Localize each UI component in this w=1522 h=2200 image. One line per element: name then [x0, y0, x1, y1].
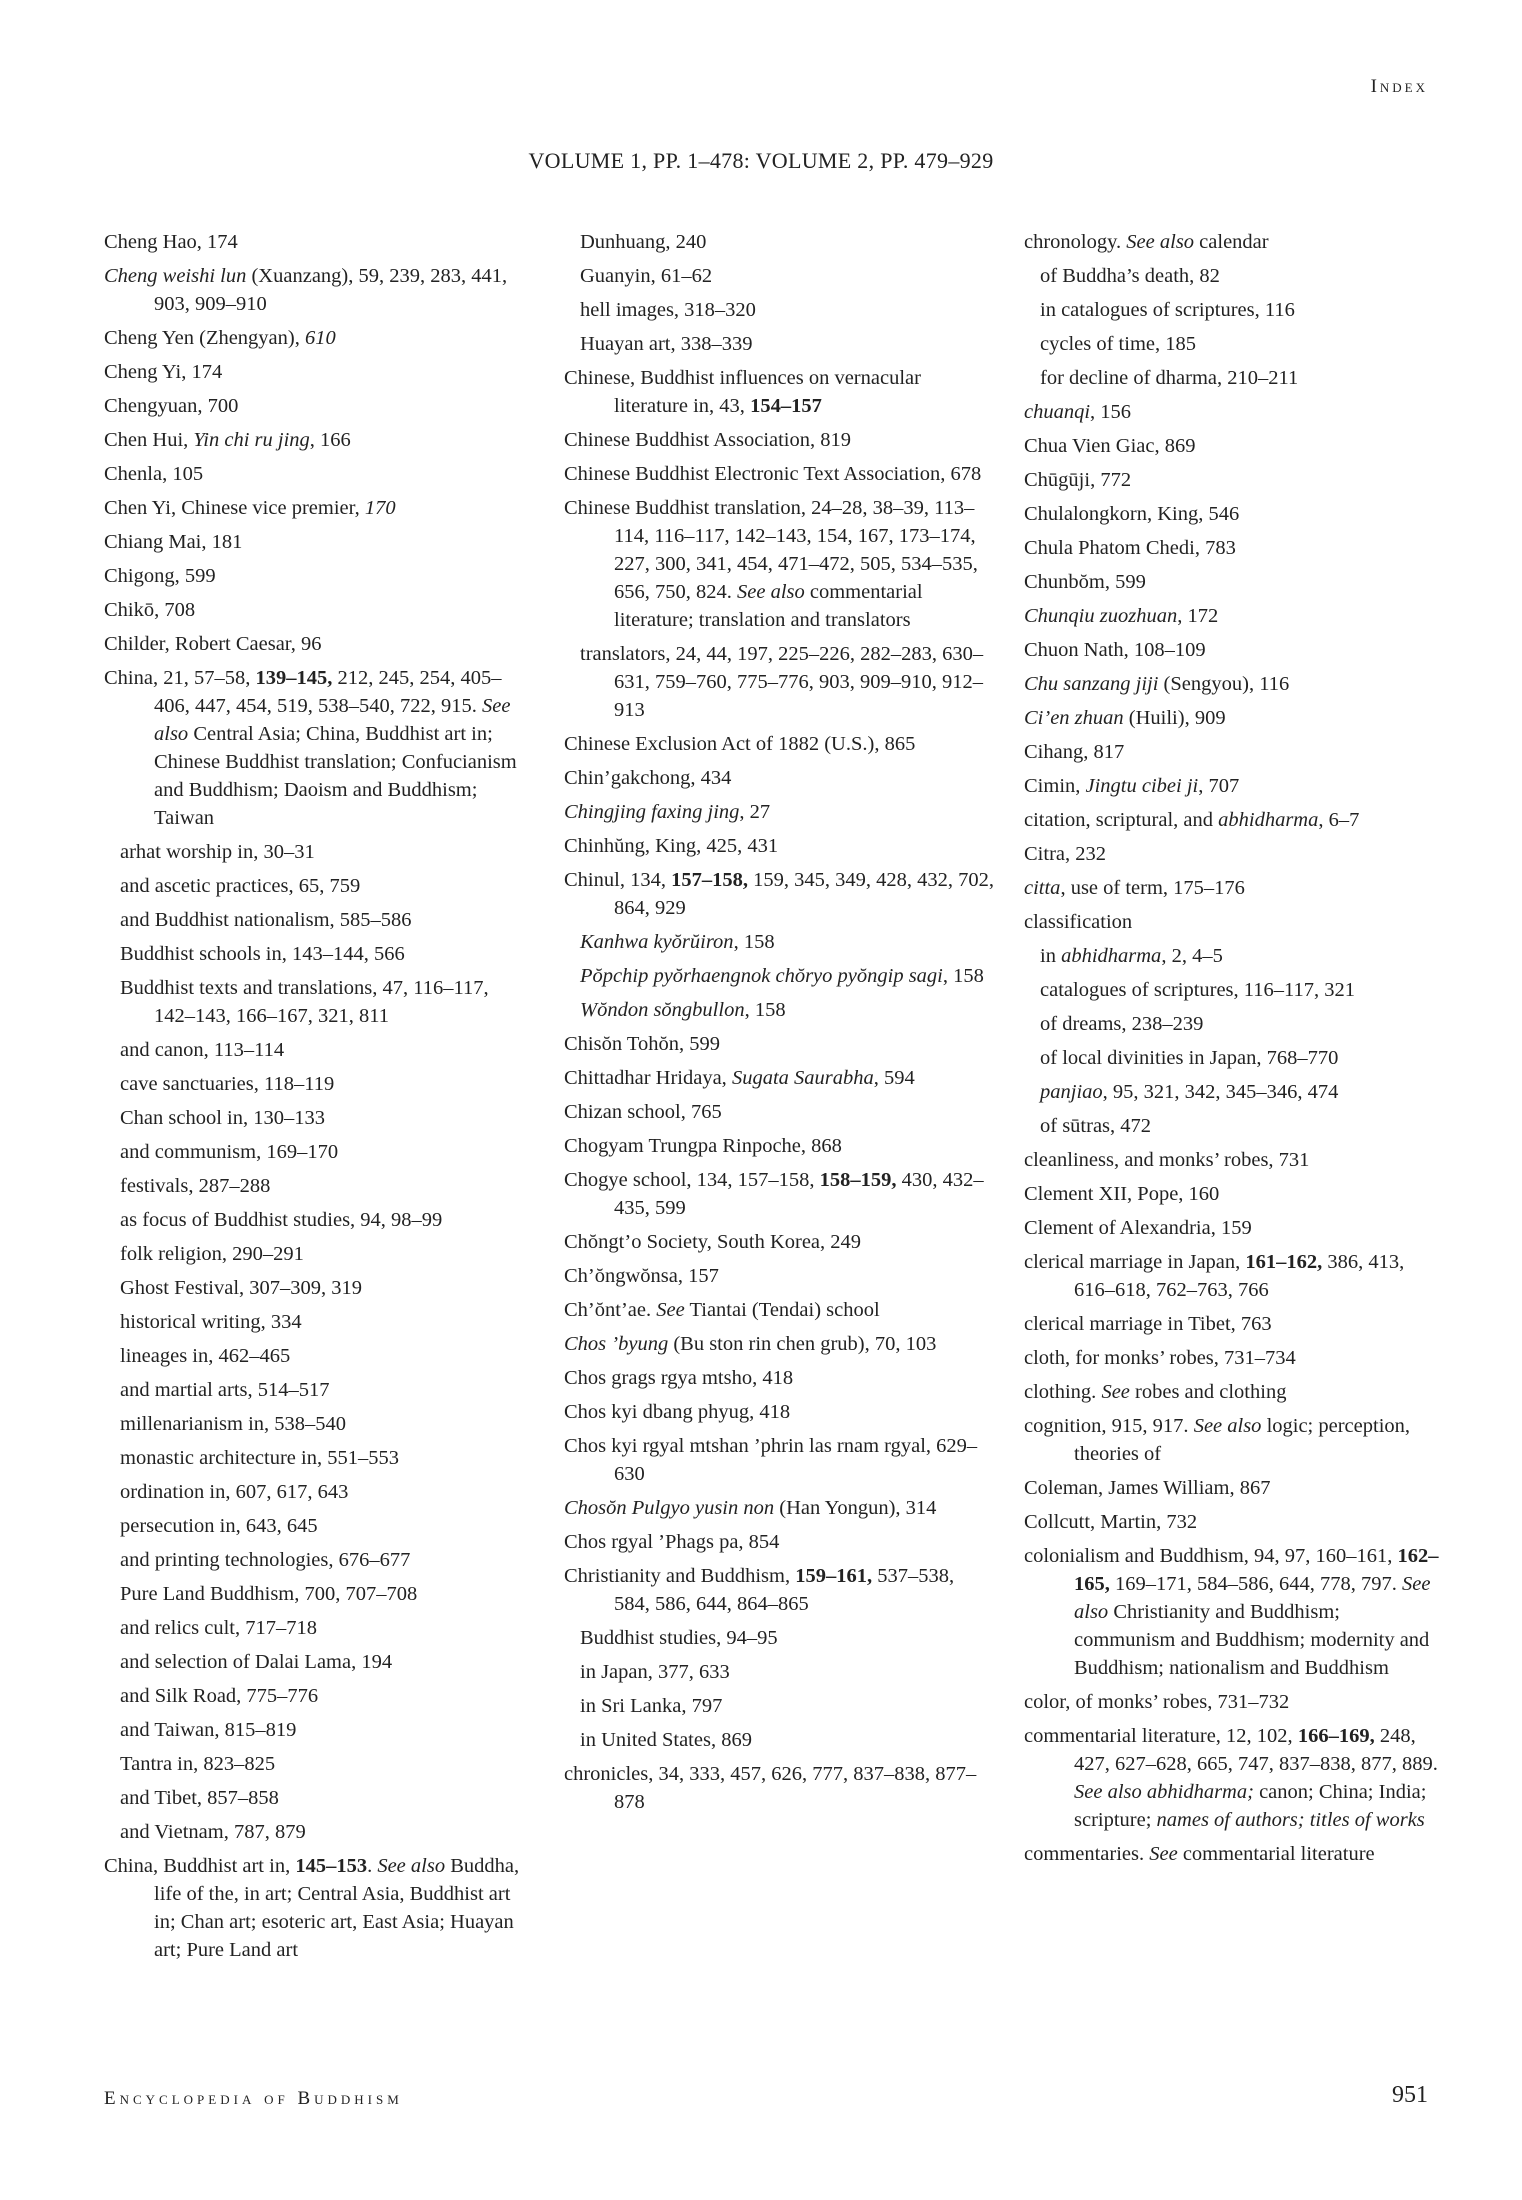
index-subentry: in United States, 869	[580, 1729, 752, 1751]
index-subentry: and canon, 113–114	[120, 1039, 285, 1061]
index-subentry: Buddhist studies, 94–95	[580, 1627, 778, 1649]
index-entry: Chūgūji, 772	[1024, 469, 1132, 491]
index-entry: commentarial literature, 12, 102, 166–169, 248, 427, 627–628, 665, 747, 837–838, 877, 889. See also abhidharma; canon; China; India; scripture; names of authors; titles of works	[1024, 1725, 1438, 1831]
index-entry: Ch’ŏngwŏnsa, 157	[564, 1265, 719, 1287]
index-entry: China, Buddhist art in, 145–153. See also Buddha, life of the, in art; Central Asia, Buddhist art in; Chan art; esoteric art, East Asia; Huayan art; Pure Land art	[104, 1855, 520, 1961]
index-subentry: Pŏpchip pyŏrhaengnok chŏryo pyŏngip sagi, 158	[580, 965, 984, 987]
index-subentry: cycles of time, 185	[1040, 333, 1196, 355]
index-column-3	[1024, 228, 1444, 1874]
index-entry: Chulalongkorn, King, 546	[1024, 503, 1240, 525]
index-subentry: Ghost Festival, 307–309, 319	[120, 1277, 363, 1299]
index-subentry: Kanhwa kyŏrŭiron, 158	[580, 931, 775, 953]
index-entry: Chiang Mai, 181	[104, 531, 243, 553]
index-entry: China, 21, 57–58, 139–145, 212, 245, 254, 405–406, 447, 454, 519, 538–540, 722, 915. See also Central Asia; China, Buddhist art in; Chinese Buddhist translation; Confucianism and Buddhism; Daoism and Buddhism; Taiwan	[104, 667, 517, 829]
index-entry: clothing. See robes and clothing	[1024, 1381, 1287, 1403]
index-entry: Chuon Nath, 108–109	[1024, 639, 1206, 661]
index-subentry: Guanyin, 61–62	[580, 265, 713, 287]
index-column-1	[104, 228, 534, 1970]
index-entry: Citra, 232	[1024, 843, 1106, 865]
index-entry: colonialism and Buddhism, 94, 97, 160–161, 162–165, 169–171, 584–586, 644, 778, 797. See also Christianity and Buddhism; communism and Buddhism; modernity and Buddhism; nationalism and Buddhism	[1024, 1545, 1439, 1679]
index-subentry: historical writing, 334	[120, 1311, 302, 1333]
index-subentry: hell images, 318–320	[580, 299, 756, 321]
index-entry: Chos grags rgya mtsho, 418	[564, 1367, 794, 1389]
index-entry: Chos rgyal ’Phags pa, 854	[564, 1531, 780, 1553]
index-subentry: of sūtras, 472	[1040, 1115, 1152, 1137]
index-entry: cleanliness, and monks’ robes, 731	[1024, 1149, 1310, 1171]
index-entry: cloth, for monks’ robes, 731–734	[1024, 1347, 1296, 1369]
index-entry: Clement XII, Pope, 160	[1024, 1183, 1220, 1205]
index-entry: commentaries. See commentarial literature	[1024, 1843, 1375, 1865]
index-entry: Chinese Buddhist Electronic Text Association, 678	[564, 463, 982, 485]
index-entry: Cheng Hao, 174	[104, 231, 238, 253]
index-subentry: Dunhuang, 240	[580, 231, 707, 253]
index-entry: Chu sanzang jiji (Sengyou), 116	[1024, 673, 1290, 695]
index-subentry: and communism, 169–170	[120, 1141, 339, 1163]
index-subentry: Chan school in, 130–133	[120, 1107, 325, 1129]
index-entry: clerical marriage in Japan, 161–162, 386, 413, 616–618, 762–763, 766	[1024, 1251, 1405, 1301]
index-subentry: in Sri Lanka, 797	[580, 1695, 723, 1717]
index-entry: Cheng Yen (Zhengyan), 610	[104, 327, 336, 349]
index-subentry: catalogues of scriptures, 116–117, 321	[1040, 979, 1356, 1001]
index-subentry: translators, 24, 44, 197, 225–226, 282–283, 630–631, 759–760, 775–776, 903, 909–910, 912–913	[580, 643, 984, 721]
index-subentry: of dreams, 238–239	[1040, 1013, 1204, 1035]
index-subentry: ordination in, 607, 617, 643	[120, 1481, 349, 1503]
index-entry: chronicles, 34, 333, 457, 626, 777, 837–838, 877–878	[564, 1763, 977, 1813]
index-entry: Cihang, 817	[1024, 741, 1125, 763]
index-entry: Chittadhar Hridaya, Sugata Saurabha, 594	[564, 1067, 915, 1089]
index-entry: Chinul, 134, 157–158, 159, 345, 349, 428, 432, 702, 864, 929	[564, 869, 994, 919]
index-entry: citation, scriptural, and abhidharma, 6–7	[1024, 809, 1360, 831]
index-subentry: Huayan art, 338–339	[580, 333, 753, 355]
running-head: Index	[1370, 76, 1428, 97]
index-entry: Cheng Yi, 174	[104, 361, 223, 383]
index-entry: Chogyam Trungpa Rinpoche, 868	[564, 1135, 842, 1157]
index-subentry: in catalogues of scriptures, 116	[1040, 299, 1295, 321]
volume-page-range: VOLUME 1, PP. 1–478: VOLUME 2, PP. 479–929	[528, 148, 994, 173]
index-entry: Chenla, 105	[104, 463, 204, 485]
index-entry: Chunqiu zuozhuan, 172	[1024, 605, 1219, 627]
index-entry: Chikō, 708	[104, 599, 196, 621]
index-subentry: and Taiwan, 815–819	[120, 1719, 297, 1741]
index-entry: Chigong, 599	[104, 565, 216, 587]
index-entry: Chunbŏm, 599	[1024, 571, 1146, 593]
index-subentry: in Japan, 377, 633	[580, 1661, 730, 1683]
index-subentry: and selection of Dalai Lama, 194	[120, 1651, 393, 1673]
index-entry: Chen Yi, Chinese vice premier, 170	[104, 497, 396, 519]
index-entry: Chin’gakchong, 434	[564, 767, 732, 789]
index-subentry: and ascetic practices, 65, 759	[120, 875, 361, 897]
index-entry: Christianity and Buddhism, 159–161, 537–538, 584, 586, 644, 864–865	[564, 1565, 955, 1615]
index-entry: Chos ’byung (Bu ston rin chen grub), 70, 103	[564, 1333, 937, 1355]
index-entry: Chos kyi rgyal mtshan ’phrin las rnam rgyal, 629–630	[564, 1435, 978, 1485]
index-subentry: and Vietnam, 787, 879	[120, 1821, 306, 1843]
index-subentry: and Buddhist nationalism, 585–586	[120, 909, 412, 931]
index-subentry: and martial arts, 514–517	[120, 1379, 330, 1401]
index-entry: Chinese, Buddhist influences on vernacular literature in, 43, 154–157	[564, 367, 921, 417]
index-entry: Chos kyi dbang phyug, 418	[564, 1401, 791, 1423]
index-subentry: monastic architecture in, 551–553	[120, 1447, 399, 1469]
index-subentry: and Silk Road, 775–776	[120, 1685, 319, 1707]
index-subentry: Buddhist texts and translations, 47, 116–117, 142–143, 166–167, 321, 811	[120, 977, 489, 1027]
index-subentry: Buddhist schools in, 143–144, 566	[120, 943, 405, 965]
index-subentry: millenarianism in, 538–540	[120, 1413, 347, 1435]
index-subentry: persecution in, 643, 645	[120, 1515, 318, 1537]
index-subentry: Tantra in, 823–825	[120, 1753, 276, 1775]
index-entry: Chua Vien Giac, 869	[1024, 435, 1196, 457]
index-entry: citta, use of term, 175–176	[1024, 877, 1245, 899]
footer-book-title: Encyclopedia of Buddhism	[104, 2088, 403, 2109]
index-entry: Coleman, James William, 867	[1024, 1477, 1271, 1499]
index-entry: Ci’en zhuan (Huili), 909	[1024, 707, 1226, 729]
index-subentry: and printing technologies, 676–677	[120, 1549, 411, 1571]
index-entry: Chogye school, 134, 157–158, 158–159, 430, 432–435, 599	[564, 1169, 984, 1219]
index-subentry: of local divinities in Japan, 768–770	[1040, 1047, 1339, 1069]
index-entry: Chŏngt’o Society, South Korea, 249	[564, 1231, 862, 1253]
index-subentry: for decline of dharma, 210–211	[1040, 367, 1299, 389]
index-entry: Ch’ŏnt’ae. See Tiantai (Tendai) school	[564, 1299, 880, 1321]
index-entry: Clement of Alexandria, 159	[1024, 1217, 1252, 1239]
index-subentry: cave sanctuaries, 118–119	[120, 1073, 335, 1095]
page-number: 951	[1392, 2082, 1428, 2108]
index-entry: Cheng weishi lun (Xuanzang), 59, 239, 283, 441, 903, 909–910	[104, 265, 508, 315]
index-entry: chronology. See also calendar	[1024, 231, 1269, 253]
index-subentry: and Tibet, 857–858	[120, 1787, 279, 1809]
index-entry: Chen Hui, Yin chi ru jing, 166	[104, 429, 351, 451]
index-entry: Chinese Exclusion Act of 1882 (U.S.), 865	[564, 733, 916, 755]
index-entry: Chinese Buddhist translation, 24–28, 38–39, 113–114, 116–117, 142–143, 154, 167, 173–174, 227, 300, 341, 454, 471–472, 505, 534–535, 656, 750, 824. See also commentarial literature; translation and translators	[564, 497, 978, 631]
index-entry: Collcutt, Martin, 732	[1024, 1511, 1198, 1533]
index-entry: color, of monks’ robes, 731–732	[1024, 1691, 1290, 1713]
index-subentry: and relics cult, 717–718	[120, 1617, 317, 1639]
index-entry: Chizan school, 765	[564, 1101, 722, 1123]
index-subentry: in abhidharma, 2, 4–5	[1040, 945, 1223, 967]
index-entry: Chinese Buddhist Association, 819	[564, 429, 851, 451]
index-entry: Cimin, Jingtu cibei ji, 707	[1024, 775, 1240, 797]
index-entry: Chisŏn Tohŏn, 599	[564, 1033, 720, 1055]
index-subentry: Pure Land Buddhism, 700, 707–708	[120, 1583, 418, 1605]
index-entry: chuanqi, 156	[1024, 401, 1132, 423]
index-entry: Chingjing faxing jing, 27	[564, 801, 771, 823]
index-column-2	[564, 228, 994, 1822]
index-entry: Chula Phatom Chedi, 783	[1024, 537, 1236, 559]
index-entry: Childer, Robert Caesar, 96	[104, 633, 322, 655]
index-subentry: arhat worship in, 30–31	[120, 841, 315, 863]
index-entry: cognition, 915, 917. See also logic; perception, theories of	[1024, 1415, 1411, 1465]
index-subentry: Wŏndon sŏngbullon, 158	[580, 999, 786, 1021]
index-entry: Chengyuan, 700	[104, 395, 239, 417]
index-entry: clerical marriage in Tibet, 763	[1024, 1313, 1272, 1335]
index-subentry: as focus of Buddhist studies, 94, 98–99	[120, 1209, 443, 1231]
index-subentry: folk religion, 290–291	[120, 1243, 304, 1265]
index-subentry: panjiao, 95, 321, 342, 345–346, 474	[1040, 1081, 1339, 1103]
index-subentry: lineages in, 462–465	[120, 1345, 291, 1367]
index-subentry: festivals, 287–288	[120, 1175, 271, 1197]
index-subentry: of Buddha’s death, 82	[1040, 265, 1220, 287]
index-entry: Chosŏn Pulgyo yusin non (Han Yongun), 314	[564, 1497, 937, 1519]
index-entry: classification	[1024, 911, 1133, 933]
index-entry: Chinhŭng, King, 425, 431	[564, 835, 779, 857]
